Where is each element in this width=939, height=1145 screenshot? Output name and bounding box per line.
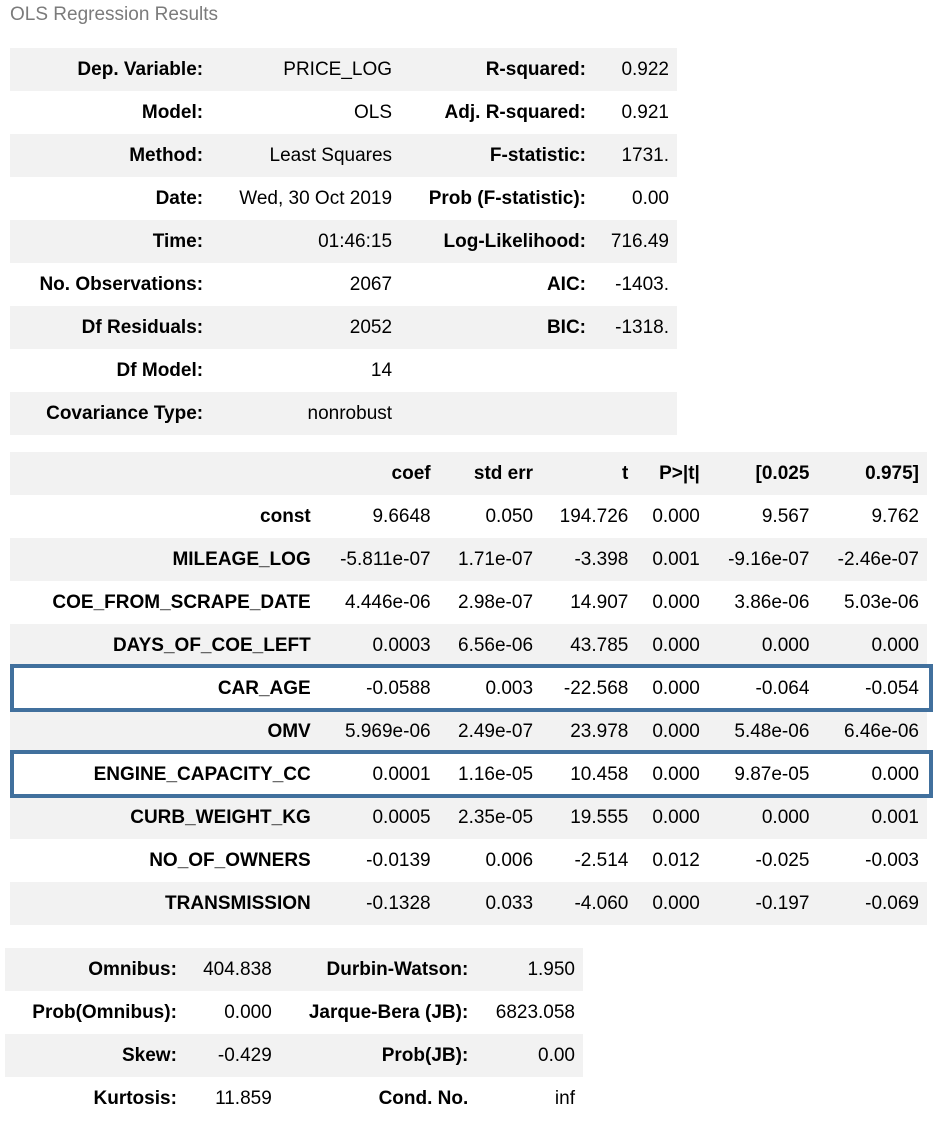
table-row xyxy=(10,263,677,306)
variable-name: CAR_AGE xyxy=(217,677,311,699)
coef-cell: -0.0588 xyxy=(366,677,431,699)
t-cell: -3.398 xyxy=(574,548,629,570)
coef-cell: -0.1328 xyxy=(366,892,431,914)
variable-name: const xyxy=(260,505,311,527)
std-err-cell: 0.033 xyxy=(485,892,534,914)
diag-label: Cond. No. xyxy=(378,1087,469,1109)
summary-label: Date: xyxy=(155,187,204,209)
std-err-cell: 0.050 xyxy=(485,505,534,527)
summary-value xyxy=(594,349,677,392)
std-err-cell: 2.35e-05 xyxy=(458,806,534,828)
ci-low-cell: -0.025 xyxy=(755,849,810,871)
summary-label: Df Residuals: xyxy=(81,316,204,338)
table-row xyxy=(10,392,677,435)
ci-high-cell: 0.000 xyxy=(871,763,919,785)
variable-name: ENGINE_CAPACITY_CC xyxy=(93,763,311,785)
coef-cell: 0.0003 xyxy=(372,634,431,656)
summary-label: F-statistic: xyxy=(489,144,586,166)
table-row xyxy=(10,349,677,392)
t-cell: 194.726 xyxy=(559,505,629,527)
column-header: t xyxy=(622,462,629,484)
summary-label xyxy=(400,392,594,435)
ci-low-cell: 3.86e-06 xyxy=(734,591,810,613)
std-err-cell: 1.16e-05 xyxy=(458,763,534,785)
model-summary-table xyxy=(10,48,677,435)
summary-label: No. Observations: xyxy=(39,273,204,295)
ci-high-cell: -0.003 xyxy=(865,849,919,871)
table-row xyxy=(10,796,927,839)
t-cell: 10.458 xyxy=(570,763,629,785)
diagnostics-table xyxy=(5,948,583,1120)
p-cell: 0.000 xyxy=(652,634,700,656)
table-row xyxy=(10,91,677,134)
summary-value: Least Squares xyxy=(269,144,393,166)
summary-label: R-squared: xyxy=(485,58,586,80)
summary-label xyxy=(400,349,594,392)
diag-value: inf xyxy=(554,1087,575,1109)
ci-high-cell: 0.001 xyxy=(871,806,919,828)
variable-name: MILEAGE_LOG xyxy=(172,548,311,570)
table-header-row xyxy=(10,452,927,495)
diag-value: 1.950 xyxy=(527,958,575,980)
table-row-highlighted xyxy=(10,667,927,710)
variable-name: TRANSMISSION xyxy=(165,892,311,914)
summary-value: 14 xyxy=(370,359,393,381)
table-row xyxy=(10,306,677,349)
summary-label: Dep. Variable: xyxy=(77,58,204,80)
diag-value: 0.000 xyxy=(224,1001,272,1023)
summary-label: AIC: xyxy=(546,273,586,295)
summary-label: BIC: xyxy=(546,316,586,338)
summary-label: Prob (F-statistic): xyxy=(428,187,586,209)
summary-value: 0.922 xyxy=(621,58,669,80)
summary-value: 0.921 xyxy=(621,101,669,123)
diag-value: 0.00 xyxy=(538,1044,575,1066)
table-row xyxy=(5,991,583,1034)
column-header xyxy=(10,452,319,495)
p-cell: 0.000 xyxy=(652,720,700,742)
table-row xyxy=(10,134,677,177)
summary-label: Df Model: xyxy=(116,359,204,381)
summary-label: Method: xyxy=(129,144,204,166)
diag-label: Omnibus: xyxy=(88,958,177,980)
coef-cell: -0.0139 xyxy=(366,849,431,871)
ci-low-cell: 9.87e-05 xyxy=(734,763,810,785)
std-err-cell: 2.49e-07 xyxy=(458,720,534,742)
summary-value: 2067 xyxy=(349,273,393,295)
summary-value: 01:46:15 xyxy=(318,230,393,252)
coef-cell: 0.0005 xyxy=(372,806,431,828)
table-row-highlighted xyxy=(10,753,927,796)
t-cell: 43.785 xyxy=(570,634,629,656)
summary-value: -1318. xyxy=(615,316,669,338)
table-row xyxy=(10,48,677,91)
ci-low-cell: -0.064 xyxy=(755,677,810,699)
table-row xyxy=(10,882,927,925)
ci-high-cell: 5.03e-06 xyxy=(843,591,919,613)
table-row xyxy=(10,839,927,882)
variable-name: DAYS_OF_COE_LEFT xyxy=(112,634,311,656)
ci-high-cell: -2.46e-07 xyxy=(837,548,919,570)
diag-label: Skew: xyxy=(121,1044,177,1066)
column-header: coef xyxy=(391,462,431,484)
diag-value: 11.859 xyxy=(215,1087,272,1109)
ci-low-cell: 0.000 xyxy=(761,634,810,656)
ci-high-cell: 0.000 xyxy=(871,634,919,656)
ci-low-cell: 9.567 xyxy=(761,505,810,527)
p-cell: 0.000 xyxy=(652,505,700,527)
table-row xyxy=(10,177,677,220)
std-err-cell: 0.003 xyxy=(485,677,534,699)
coef-cell: 4.446e-06 xyxy=(345,591,431,613)
column-header: 0.975] xyxy=(865,462,919,484)
ci-low-cell: -0.197 xyxy=(755,892,810,914)
summary-label: Covariance Type: xyxy=(46,402,204,424)
p-cell: 0.001 xyxy=(652,548,700,570)
t-cell: 23.978 xyxy=(570,720,629,742)
std-err-cell: 1.71e-07 xyxy=(458,548,534,570)
coef-cell: 0.0001 xyxy=(372,763,431,785)
diag-label: Kurtosis: xyxy=(93,1087,177,1109)
t-cell: 14.907 xyxy=(570,591,629,613)
summary-value: 2052 xyxy=(349,316,393,338)
summary-label: Log-Likelihood: xyxy=(443,230,586,252)
p-cell: 0.012 xyxy=(652,849,700,871)
t-cell: -4.060 xyxy=(574,892,629,914)
p-cell: 0.000 xyxy=(652,591,700,613)
summary-value: 716.49 xyxy=(610,230,669,252)
ci-high-cell: -0.054 xyxy=(865,677,919,699)
diag-value: 404.838 xyxy=(203,958,272,980)
ci-low-cell: 5.48e-06 xyxy=(734,720,810,742)
diag-label: Prob(Omnibus): xyxy=(32,1001,177,1023)
ci-low-cell: -9.16e-07 xyxy=(728,548,810,570)
variable-name: OMV xyxy=(267,720,311,742)
variable-name: NO_OF_OWNERS xyxy=(149,849,311,871)
column-header: P>|t| xyxy=(659,462,700,484)
t-cell: 19.555 xyxy=(570,806,629,828)
table-row xyxy=(10,624,927,667)
table-row xyxy=(5,1034,583,1077)
table-row xyxy=(10,220,677,263)
diag-label: Durbin-Watson: xyxy=(326,958,469,980)
table-row xyxy=(5,1077,583,1120)
summary-label: Time: xyxy=(152,230,204,252)
table-row xyxy=(10,581,927,624)
ci-high-cell: 6.46e-06 xyxy=(843,720,919,742)
summary-label: Adj. R-squared: xyxy=(444,101,586,123)
coefficients-table xyxy=(10,452,927,925)
table-row xyxy=(10,538,927,581)
variable-name: CURB_WEIGHT_KG xyxy=(130,806,311,828)
table-row xyxy=(5,948,583,991)
table-caption: OLS Regression Results xyxy=(10,4,219,25)
std-err-cell: 6.56e-06 xyxy=(458,634,534,656)
summary-value: nonrobust xyxy=(307,402,393,424)
p-cell: 0.000 xyxy=(652,763,700,785)
diag-label: Jarque-Bera (JB): xyxy=(308,1001,469,1023)
coef-cell: -5.811e-07 xyxy=(340,548,431,570)
p-cell: 0.000 xyxy=(652,892,700,914)
diag-label: Prob(JB): xyxy=(381,1044,469,1066)
p-cell: 0.000 xyxy=(652,806,700,828)
ci-high-cell: -0.069 xyxy=(865,892,919,914)
table-row xyxy=(10,495,927,538)
coef-cell: 9.6648 xyxy=(372,505,431,527)
diag-value: -0.429 xyxy=(217,1044,272,1066)
summary-value: 0.00 xyxy=(632,187,669,209)
std-err-cell: 2.98e-07 xyxy=(458,591,534,613)
ci-low-cell: 0.000 xyxy=(761,806,810,828)
t-cell: -2.514 xyxy=(574,849,629,871)
summary-value: Wed, 30 Oct 2019 xyxy=(239,187,393,209)
table-row xyxy=(10,710,927,753)
summary-value: PRICE_LOG xyxy=(283,58,393,80)
summary-value: 1731. xyxy=(621,144,669,166)
variable-name: COE_FROM_SCRAPE_DATE xyxy=(52,591,311,613)
summary-value xyxy=(594,392,677,435)
summary-value: -1403. xyxy=(615,273,669,295)
ci-high-cell: 9.762 xyxy=(871,505,919,527)
t-cell: -22.568 xyxy=(563,677,629,699)
summary-value: OLS xyxy=(354,101,393,123)
column-header: [0.025 xyxy=(755,462,810,484)
std-err-cell: 0.006 xyxy=(485,849,534,871)
column-header: std err xyxy=(473,462,534,484)
summary-label: Model: xyxy=(141,101,204,123)
p-cell: 0.000 xyxy=(652,677,700,699)
coef-cell: 5.969e-06 xyxy=(345,720,431,742)
diag-value: 6823.058 xyxy=(495,1001,575,1023)
